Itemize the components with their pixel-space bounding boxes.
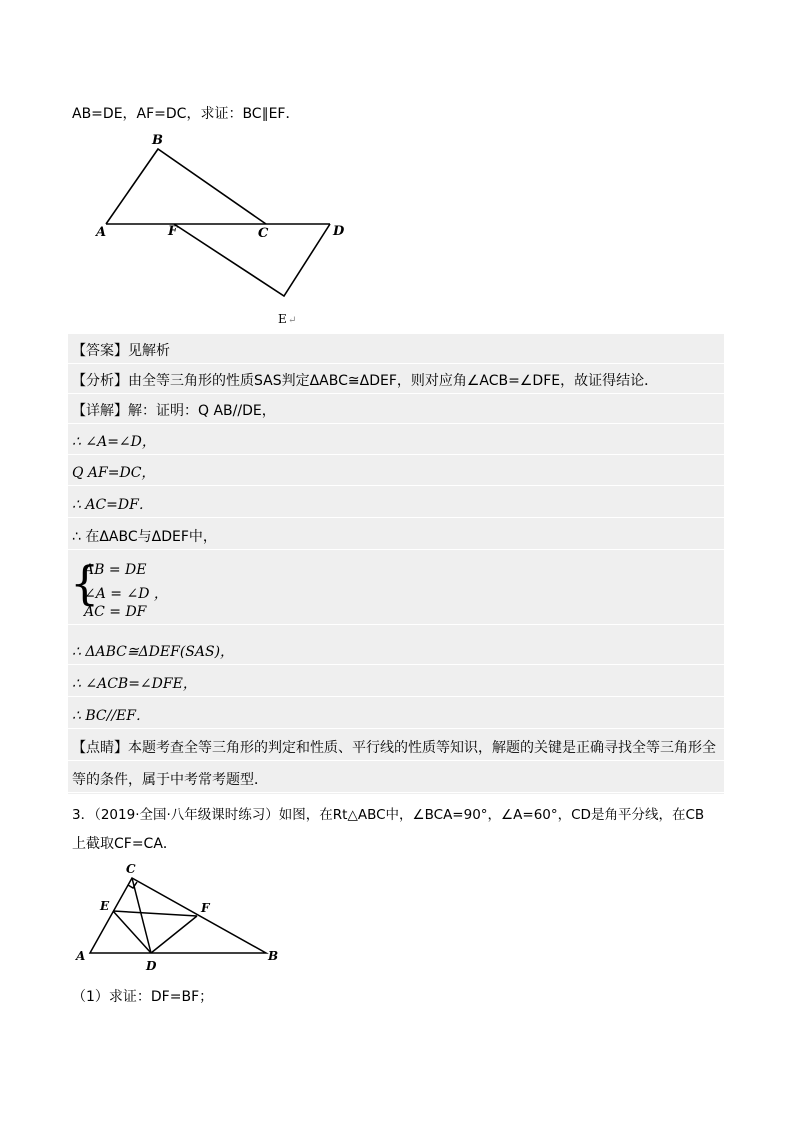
label-a: A [76,949,86,963]
label-e: E [278,312,287,326]
solution-block [68,334,724,794]
problem3-line1: 3．（2019·全国·八年级课时练习）如图，在Rt△ABC中，∠BCA=90°，∠A=60°，CD是角平分线，在CB [72,807,705,823]
intro-line: AB=DE，AF=DC，求证：BC∥EF． [72,106,300,122]
return-mark-icon: ↵ [288,315,297,326]
problem3-line2: 上截取CF=CA． [72,836,177,852]
figure-parallel-triangles [90,125,370,330]
analysis-text: 【分析】由全等三角形的性质SAS判定ΔABC≅ΔDEF，则对应角∠ACB=∠DFE，故证得结论． [72,373,659,389]
step-text: ∴ 在ΔABC与ΔDEF中， [72,529,217,545]
label-f: F [201,901,210,915]
step-row [68,667,724,697]
step-text: ∴ ∠ACB=∠DFE， [72,676,197,692]
step-row [68,425,724,455]
label-d: D [333,224,345,239]
comment-row [68,731,724,761]
step-row [68,699,724,729]
step-text: ∴ BC//EF． [72,708,150,724]
system-eq: AB = DE [84,562,147,578]
label-c: C [126,862,136,876]
detail-text: 【详解】解：证明：Q AB//DE， [72,403,276,419]
system-eq: ∠A = ∠D ， [84,586,168,602]
step-text: ∴ AC=DF． [72,497,153,513]
detail-row [68,394,724,424]
segment-fd [151,916,197,953]
label-d: D [146,959,157,973]
comment-row [68,763,724,793]
step-text: Q AF=DC， [72,465,156,481]
label-a: A [96,225,107,240]
step-row [68,488,724,518]
label-f: F [168,224,178,239]
label-c: C [258,226,269,241]
label-b: B [268,949,279,963]
system-eq: AC = DF [84,604,147,620]
step-text: ∴ ΔABC≅ΔDEF(SAS)， [72,644,235,660]
step-row [68,635,724,665]
problem3-sub1: （1）求证：DF=BF； [72,989,214,1005]
analysis-row [68,364,724,394]
triangle-def-sides [174,224,330,296]
brace-icon: { [70,556,100,610]
label-b: B [152,133,163,148]
step-row [68,456,724,486]
comment-text: 【点睛】本题考查全等三角形的判定和性质、平行线的性质等知识，解题的关键是正确寻找全等三角形全 [72,740,716,756]
system-row [68,552,724,625]
answer-text: 【答案】见解析 [72,343,170,359]
segment-ef [113,911,197,916]
step-text: ∴ ∠A=∠D， [72,434,156,450]
triangle-abc-sides [106,149,266,224]
step-row [68,520,724,550]
comment-text: 等的条件，属于中考常考题型． [72,772,268,788]
figure-right-triangle [70,858,290,973]
label-e: E [100,899,110,913]
answer-row [68,334,724,364]
